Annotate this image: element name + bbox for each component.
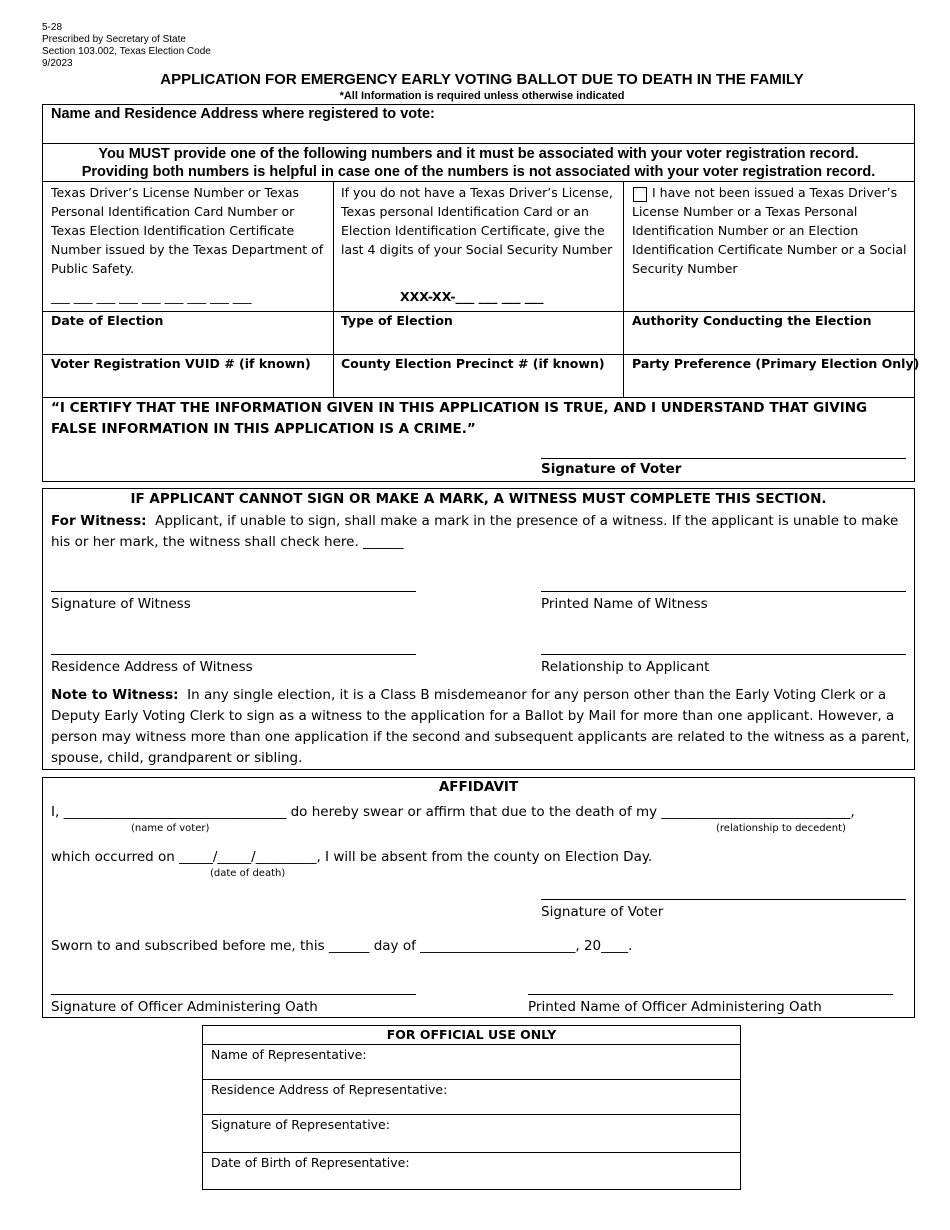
no-id-text: I have not been issued a Texas Driver’s License Number or a Texas Personal Identification Number or an Election Identification Certificate Number or a Social Security Number bbox=[632, 185, 907, 276]
precinct-label[interactable]: County Election Precinct # (if known) bbox=[341, 356, 605, 371]
witness-signature-line[interactable] bbox=[51, 591, 416, 592]
officer-signature-label: Signature of Officer Administering Oath bbox=[51, 999, 318, 1015]
certification-statement: “I CERTIFY THAT THE INFORMATION GIVEN IN THIS APPLICATION IS TRUE, AND I UNDERSTAND THAT GIVING FALSE INFORMATION IN THIS APPLICATION IS A CRIME.” bbox=[51, 400, 868, 437]
officer-signature-line[interactable] bbox=[51, 994, 416, 995]
authority-label[interactable]: Authority Conducting the Election bbox=[632, 313, 872, 328]
rep-name-field[interactable]: Name of Representative: bbox=[211, 1047, 367, 1062]
rep-dob-field[interactable]: Date of Birth of Representative: bbox=[211, 1155, 410, 1170]
witness-instructions bbox=[51, 511, 913, 553]
affidavit-line1[interactable]: I, _________________________________ do hereby swear or affirm that due to the death of my ____________________________, bbox=[51, 804, 855, 820]
must-provide-line1: You MUST provide one of the following numbers and it must be associated with your voter registration record. bbox=[98, 146, 859, 162]
dl-number-field[interactable]: ___ ___ ___ ___ ___ ___ ___ ___ ___ bbox=[51, 289, 252, 304]
rep-residence-field[interactable]: Residence Address of Representative: bbox=[211, 1082, 448, 1097]
voter-signature-line[interactable] bbox=[541, 458, 906, 459]
dl-number-instructions: Texas Driver’s License Number or Texas Personal Identification Card Number or Texas Election Identification Certificate Number issued by the Texas Department of Public Safety. bbox=[51, 185, 324, 276]
page-title: APPLICATION FOR EMERGENCY EARLY VOTING BALLOT DUE TO DEATH IN THE FAMILY bbox=[160, 71, 804, 88]
name-address-label: Name and Residence Address where registered to vote: bbox=[51, 106, 435, 122]
voter-signature-label: Signature of Voter bbox=[541, 461, 682, 477]
witness-residence-label: Residence Address of Witness bbox=[51, 659, 253, 675]
witness-relationship-line[interactable] bbox=[541, 654, 906, 655]
note-to-witness-label: Note to Witness: bbox=[51, 687, 179, 703]
rep-signature-field[interactable]: Signature of Representative: bbox=[211, 1117, 390, 1132]
form-number: 5-28 bbox=[42, 22, 63, 33]
prescribed-text: Prescribed by Secretary of State bbox=[42, 34, 186, 45]
type-of-election-label[interactable]: Type of Election bbox=[341, 313, 453, 328]
must-provide-line2: Providing both numbers is helpful in case one of the numbers is not associated with your voter registration record. bbox=[81, 164, 876, 180]
affidavit-voter-signature-line[interactable] bbox=[541, 899, 906, 900]
witness-signature-label: Signature of Witness bbox=[51, 596, 191, 612]
affidavit-voter-signature-label: Signature of Voter bbox=[541, 904, 664, 920]
vuid-label[interactable]: Voter Registration VUID # (if known) bbox=[51, 356, 311, 371]
affidavit-heading: AFFIDAVIT bbox=[438, 779, 519, 795]
date-of-election-label[interactable]: Date of Election bbox=[51, 313, 164, 328]
date-of-death-hint: (date of death) bbox=[210, 868, 286, 879]
name-of-voter-hint: (name of voter) bbox=[131, 823, 210, 834]
ssn-field[interactable]: XXX-XX-___ ___ ___ ___ bbox=[400, 289, 544, 304]
officer-printed-name-label: Printed Name of Officer Administering Oath bbox=[528, 999, 822, 1015]
page-subtitle: *All Information is required unless otherwise indicated bbox=[339, 90, 625, 102]
note-to-witness-text: In any single election, it is a Class B misdemeanor for any person other than the Early Voting Clerk or a Deputy Early Voting Clerk to sign as a witness to the application for a Ballot by Mail for more than one applicant. However, a person may witness more than one application if the second and subsequent applicants are related to the witness as a parent, spouse, child, grandparent or sibling. bbox=[51, 687, 910, 766]
affidavit-line2[interactable]: which occurred on _____/_____/_________, I will be absent from the county on Election Day. bbox=[51, 849, 653, 865]
sworn-statement[interactable]: Sworn to and subscribed before me, this ______ day of _______________________, 20____. bbox=[51, 938, 633, 954]
witness-residence-line[interactable] bbox=[51, 654, 416, 655]
revision-date: 9/2023 bbox=[42, 58, 73, 69]
witness-printed-name-label: Printed Name of Witness bbox=[541, 596, 708, 612]
witness-relationship-label: Relationship to Applicant bbox=[541, 659, 710, 675]
party-preference-label[interactable]: Party Preference (Primary Election Only) bbox=[632, 356, 920, 371]
official-use-heading: FOR OFFICIAL USE ONLY bbox=[386, 1027, 557, 1042]
section-text: Section 103.002, Texas Election Code bbox=[42, 46, 211, 57]
officer-printed-name-line[interactable] bbox=[528, 994, 893, 995]
for-witness-text: Applicant, if unable to sign, shall make a mark in the presence of a witness. If the applicant is unable to make his or her mark, the witness shall check here. ______ bbox=[51, 513, 899, 550]
witness-printed-name-line[interactable] bbox=[541, 591, 906, 592]
note-to-witness bbox=[51, 685, 913, 769]
for-witness-label: For Witness: bbox=[51, 513, 147, 529]
relationship-hint: (relationship to decedent) bbox=[716, 823, 846, 834]
witness-heading: IF APPLICANT CANNOT SIGN OR MAKE A MARK, A WITNESS MUST COMPLETE THIS SECTION. bbox=[130, 491, 827, 507]
ssn-instructions: If you do not have a Texas Driver’s License, Texas personal Identification Card or an Election Identification Certificate, give the last 4 digits of your Social Security Number bbox=[341, 185, 613, 257]
